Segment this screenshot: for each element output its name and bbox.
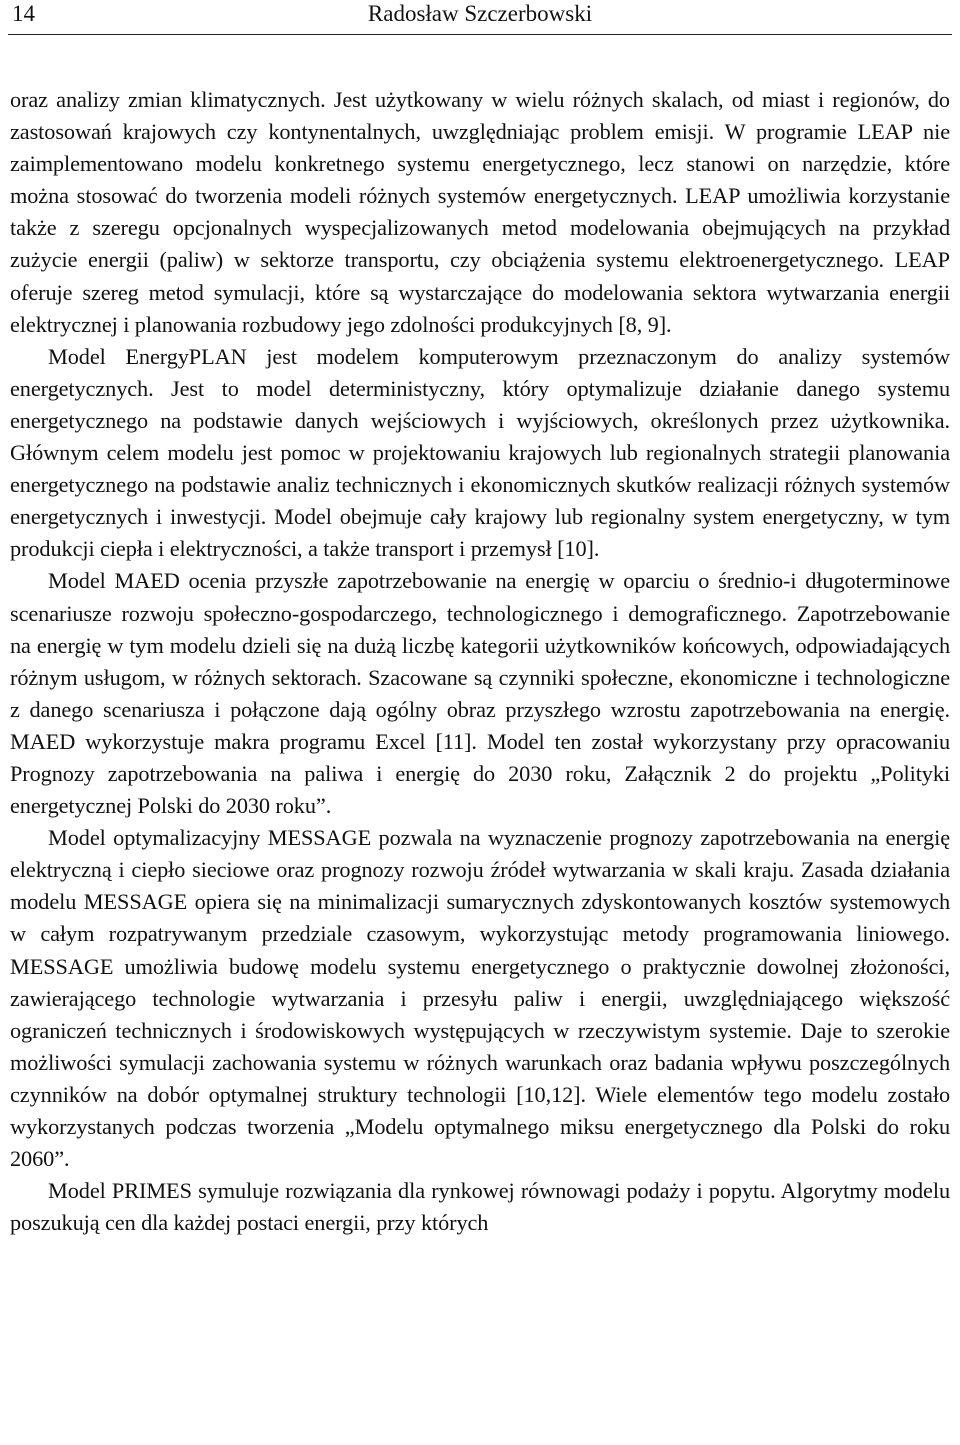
page-header	[8, 0, 952, 35]
page-number: 14	[12, 1, 35, 26]
paragraph-maed: Model MAED ocenia przyszłe zapotrzebowanie na energię w oparciu o średnio-i długoterminowe scenariusze rozwoju społeczno-gospodarczego, technologicznego i demograficznego. Zapotrzebowanie na energię w tym modelu dzieli się na dużą liczbę kategorii użytkowników końcowych, odpowiadających różnym usługom, w różnych sektorach. Szacowane są czynniki społeczne, ekonomiczne i technologiczne z danego scenariusza i połączone dają ogólny obraz przyszłego wzrostu zapotrzebowania na energię. MAED wykorzystuje makra programu Excel [11]. Model ten został wykorzystany przy opracowaniu Prognozy zapotrzebowania na paliwa i energię do 2030 roku, Załącznik 2 do projektu „Polityki energetycznej Polski do 2030 roku”.	[10, 568, 950, 819]
running-head-author: Radosław Szczerbowski	[367, 1, 593, 26]
body-text	[10, 84, 950, 1239]
paragraph-leap: oraz analizy zmian klimatycznych. Jest użytkowany w wielu różnych skalach, od miast i regionów, do zastosowań krajowych czy kontynentalnych, uwzględniając problem emisji. W programie LEAP nie zaimplementowano modelu konkretnego systemu energetycznego, lecz stanowi on narzędzie, które można stosować do tworzenia modeli różnych systemów energetycznych. LEAP umożliwia korzystanie także z szeregu opcjonalnych wyspecjalizowanych metod modelowania obejmujących na przykład zużycie energii (paliw) w sektorze transportu, czy obciążenia systemu elektroenergetycznego. LEAP oferuje szereg metod symulacji, które są wystarczające do modelowania sektora wytwarzania energii elektrycznej i planowania rozbudowy jego zdolności produkcyjnych [8, 9].	[10, 87, 950, 337]
paragraph-primes: Model PRIMES symuluje rozwiązania dla rynkowej równowagi podaży i popytu. Algorytmy modelu poszukują cen dla każdej postaci energii, przy których	[10, 1178, 950, 1236]
paragraph-message: Model optymalizacyjny MESSAGE pozwala na wyznaczenie prognozy zapotrzebowania na energię elektryczną i ciepło sieciowe oraz prognozy rozwoju źródeł wytwarzania w skali kraju. Zasada działania modelu MESSAGE opiera się na minimalizacji sumarycznych zdyskontowanych kosztów systemowych w całym rozpatrywanym przedziale czasowym, wykorzystując metody programowania liniowego. MESSAGE umożliwia budowę modelu systemu energetycznego o praktycznie dowolnej złożoności, zawierającego technologie wytwarzania i przesyłu paliw i energii, uwzględniającego większość ograniczeń technicznych i środowiskowych występujących w rzeczywistym systemie. Daje to szerokie możliwości symulacji zachowania systemu w różnych warunkach oraz badania wpływu poszczególnych czynników na dobór optymalnej struktury technologii [10,12]. Wiele elementów tego modelu zostało wykorzystanych podczas tworzenia „Modelu optymalnego miksu energetycznego dla Polski do roku 2060”.	[10, 825, 950, 1172]
paragraph-energyplan: Model EnergyPLAN jest modelem komputerowym przeznaczonym do analizy systemów energetycznych. Jest to model deterministyczny, który optymalizuje działanie danego systemu energetycznego na podstawie danych wejściowych i wyjściowych, określonych przez użytkownika. Głównym celem modelu jest pomoc w projektowaniu krajowych lub regionalnych strategii planowania energetycznego na podstawie analiz technicznych i ekonomicznych skutków realizacji różnych systemów energetycznych i inwestycji. Model obejmuje cały krajowy lub regionalny system energetyczny, w tym produkcji ciepła i elektryczności, a także transport i przemysł [10].	[10, 343, 950, 562]
